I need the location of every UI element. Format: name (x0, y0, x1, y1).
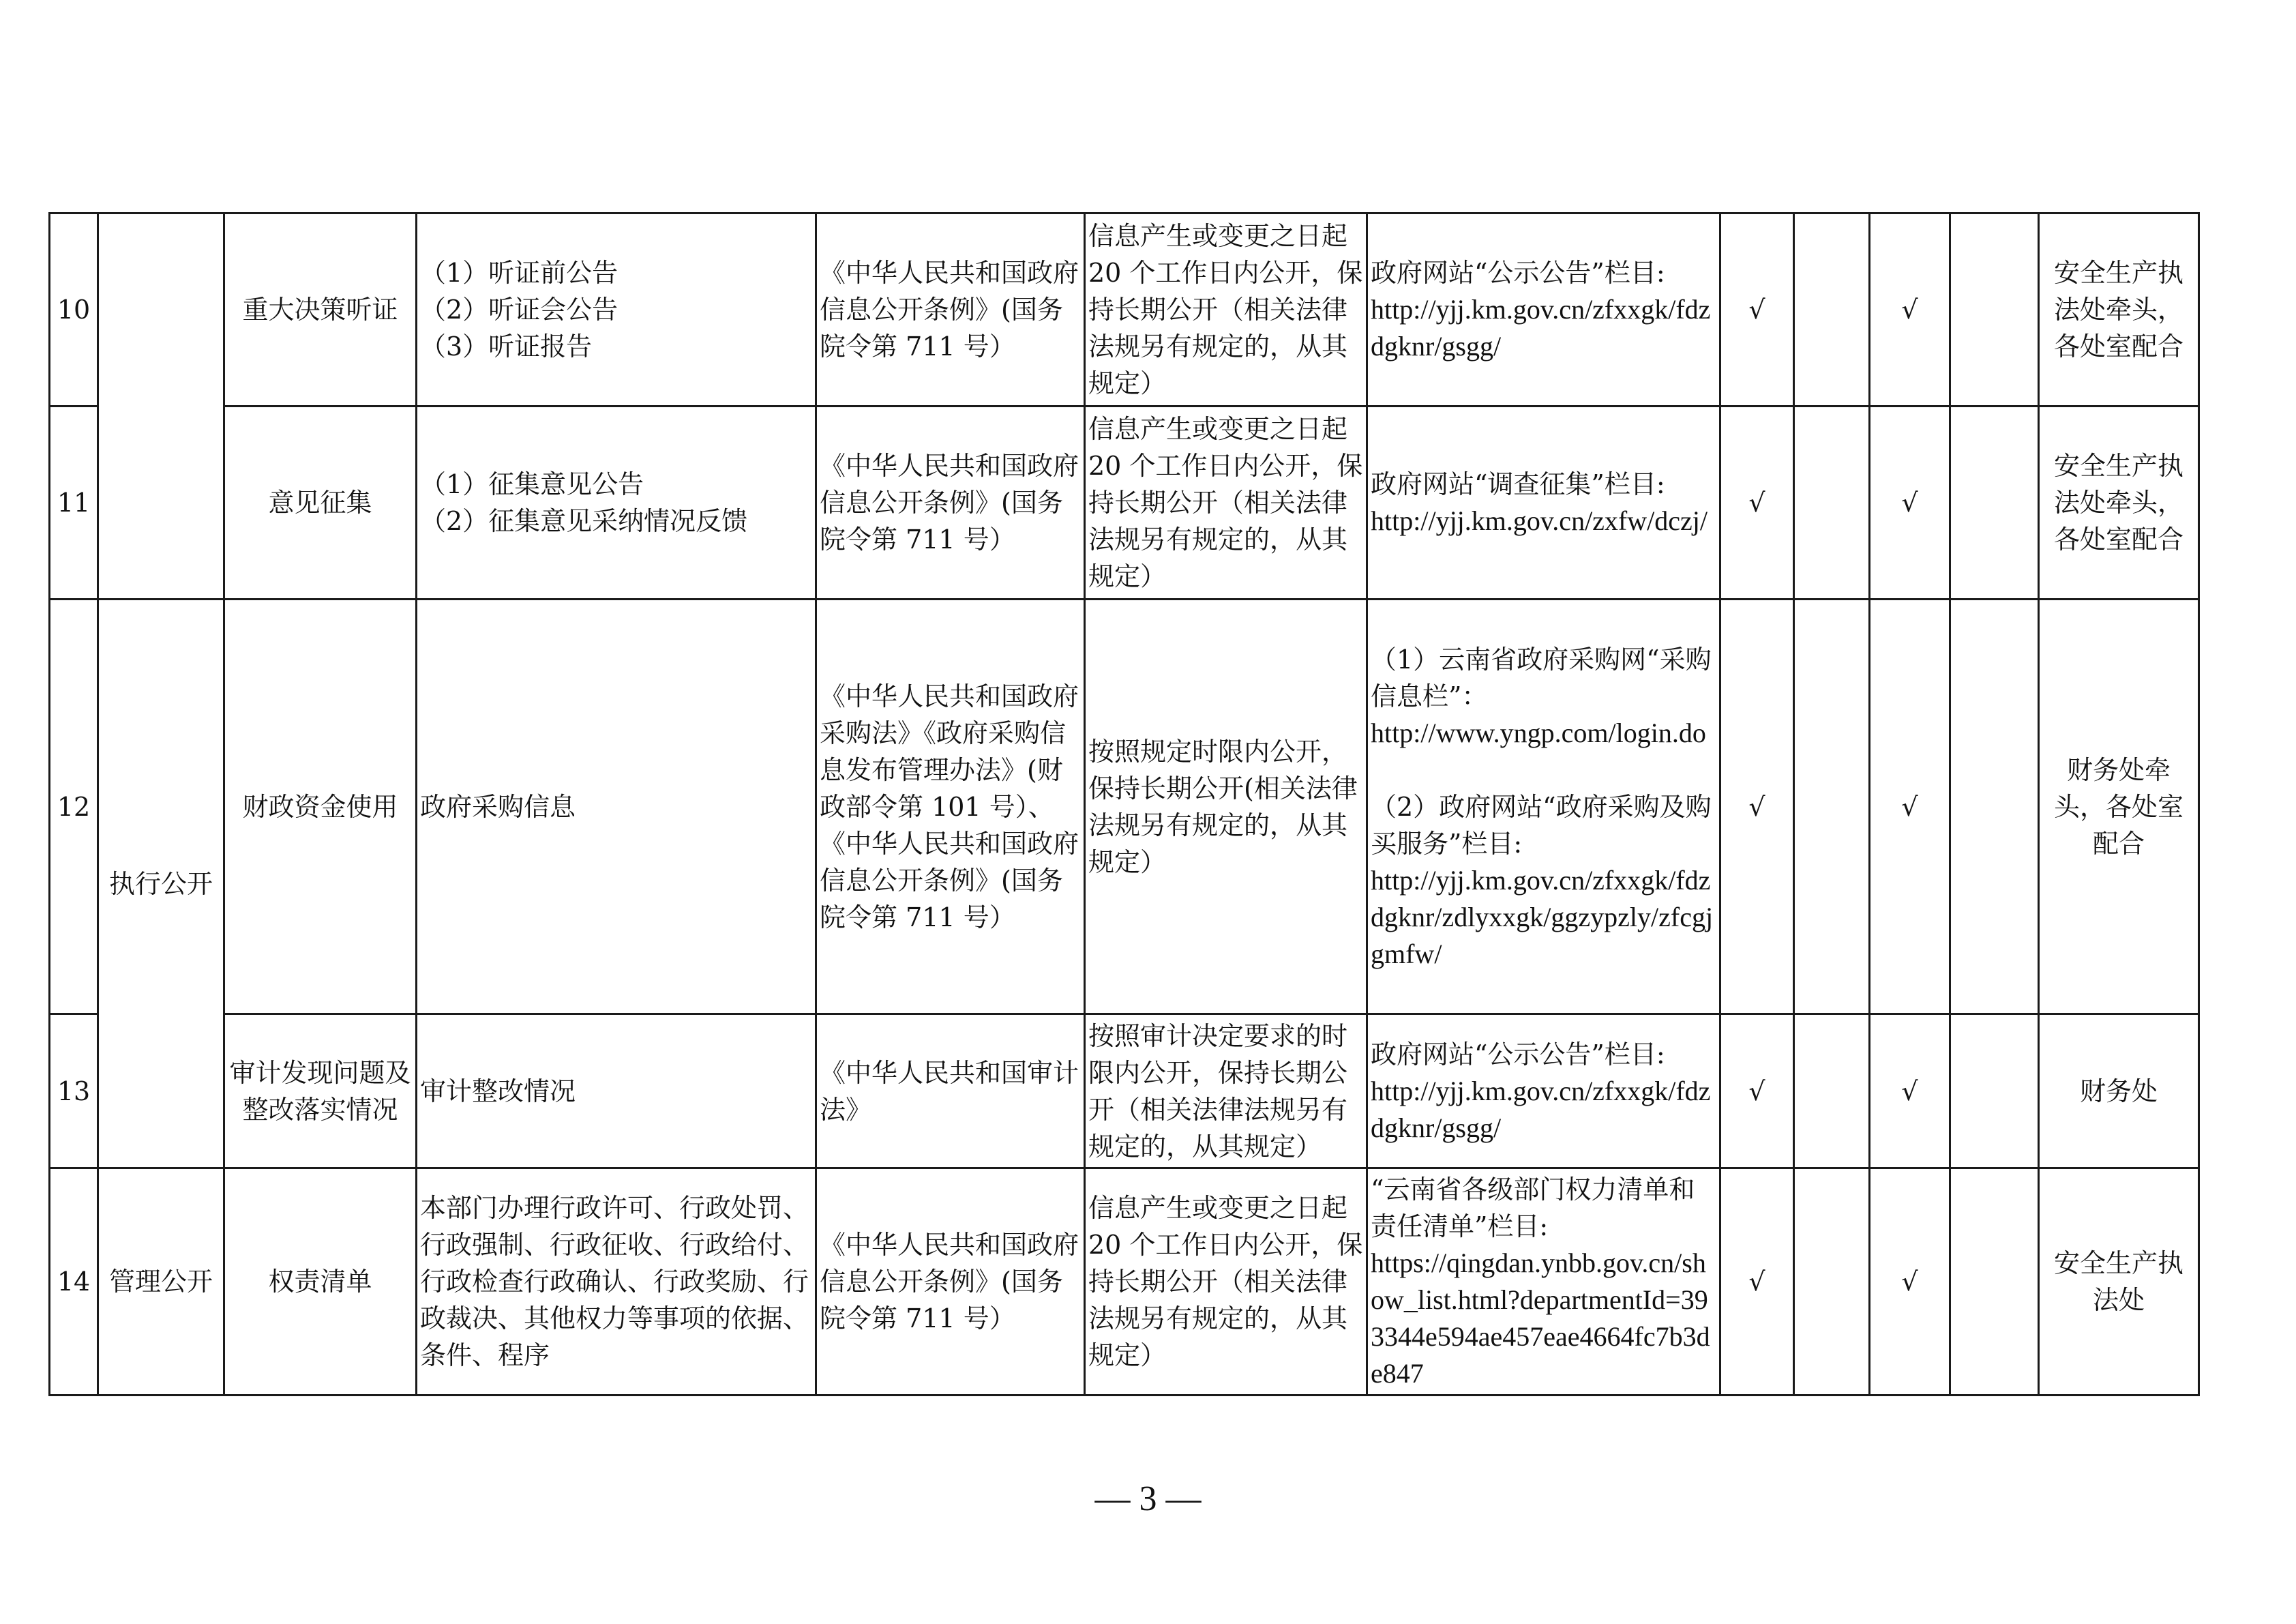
check-mark: √ (1720, 213, 1794, 407)
empty-cell (1950, 1168, 2039, 1396)
legal-basis-cell: 《中华人民共和国政府信息公开条例》(国务院令第 711 号） (816, 407, 1085, 600)
empty-cell (1950, 1014, 2039, 1168)
row-number: 11 (50, 407, 98, 600)
row-number: 13 (50, 1014, 98, 1168)
content-cell (417, 1168, 816, 1396)
table-row (50, 1014, 2199, 1168)
table-row (50, 213, 2199, 407)
channel-url: http://www.yngp.com/login.do (1371, 717, 1706, 748)
channel-label: “云南省各级部门权力清单和责任清单”栏目: (1371, 1175, 1695, 1241)
check-mark: √ (1870, 600, 1950, 1014)
content-line: （1）征集意见公告 (420, 469, 644, 499)
empty-cell (1794, 1014, 1870, 1168)
channel-url: http://yjj.km.gov.cn/zfxxgk/fdzdgknr/gsgg/ (1371, 294, 1711, 361)
channel-url: http://yjj.km.gov.cn/zfxxgk/fdzdgknr/gsgg/ (1371, 1075, 1711, 1143)
check-mark: √ (1720, 600, 1794, 1014)
check-mark: √ (1720, 1014, 1794, 1168)
channel-label: （2）政府网站“政府采购及购买服务”栏目: (1371, 791, 1712, 859)
channel-spacer (1371, 752, 1716, 788)
category-cell-empty (98, 213, 224, 600)
category-cell: 执行公开 (98, 600, 224, 1168)
department-cell: 财务处 (2039, 1014, 2199, 1168)
legal-basis-cell: 《中华人民共和国政府信息公开条例》(国务院令第 711 号） (816, 1168, 1085, 1396)
item-cell: 财政资金使用 (224, 600, 417, 1014)
empty-cell (1950, 407, 2039, 600)
category-cell: 管理公开 (98, 1168, 224, 1396)
department-cell: 安全生产执法处 (2039, 1168, 2199, 1396)
check-mark: √ (1870, 213, 1950, 407)
table-row (50, 1168, 2199, 1396)
timing-cell: 信息产生或变更之日起 20 个工作日内公开，保持长期公开（相关法律法规另有规定的，从其规定） (1085, 407, 1367, 600)
row-number: 10 (50, 213, 98, 407)
content-line: （2）征集意见采纳情况反馈 (420, 506, 748, 536)
content-cell (417, 407, 816, 600)
empty-cell (1950, 600, 2039, 1014)
channel-label: 政府网站“公示公告”栏目: (1371, 258, 1665, 288)
channel-url: http://yjj.km.gov.cn/zxfw/dczj/ (1371, 505, 1708, 536)
channel-label: （1）云南省政府采购网“采购信息栏”： (1371, 644, 1712, 711)
channel-url: https://qingdan.ynbb.gov.cn/show_list.html?departmentId=393344e594ae457eae4664fc7b3de847 (1371, 1247, 1710, 1389)
department-cell: 安全生产执法处牵头，各处室配合 (2039, 407, 2199, 600)
item-cell: 审计发现问题及整改落实情况 (224, 1014, 417, 1168)
row-number: 12 (50, 600, 98, 1014)
channel-url: http://yjj.km.gov.cn/zfxxgk/fdzdgknr/zdlyxxgk/ggzypzly/zfcgjgmfw/ (1371, 864, 1714, 969)
content-line: （2）听证会公告 (420, 295, 618, 325)
table-row (50, 407, 2199, 600)
row-number: 14 (50, 1168, 98, 1396)
legal-basis-cell: 《中华人民共和国政府采购法》《政府采购信息发布管理办法》(财政部令第 101 号）、《中华人民共和国政府信息公开条例》(国务院令第 711 号） (816, 600, 1085, 1014)
channel-label: 政府网站“调查征集”栏目: (1371, 469, 1665, 499)
item-cell: 权责清单 (224, 1168, 417, 1396)
check-mark: √ (1870, 1014, 1950, 1168)
content-line: （3）听证报告 (420, 331, 593, 361)
empty-cell (1794, 213, 1870, 407)
legal-basis-cell: 《中华人民共和国政府信息公开条例》(国务院令第 711 号） (816, 213, 1085, 407)
timing-cell: 信息产生或变更之日起 20 个工作日内公开，保持长期公开（相关法律法规另有规定的，从其规定） (1085, 1168, 1367, 1396)
content-cell (417, 600, 816, 1014)
channel-cell (1367, 1168, 1720, 1396)
empty-cell (1794, 600, 1870, 1014)
timing-cell: 按照规定时限内公开，保持长期公开(相关法律法规另有规定的，从其规定） (1085, 600, 1367, 1014)
table-row (50, 600, 2199, 1014)
item-cell: 意见征集 (224, 407, 417, 600)
timing-cell: 信息产生或变更之日起 20 个工作日内公开，保持长期公开（相关法律法规另有规定的，从其规定） (1085, 213, 1367, 407)
timing-cell: 按照审计决定要求的时限内公开，保持长期公开（相关法律法规另有规定的，从其规定） (1085, 1014, 1367, 1168)
check-mark: √ (1720, 1168, 1794, 1396)
content-cell (417, 213, 816, 407)
content-line: 审计整改情况 (420, 1076, 576, 1106)
department-cell: 财务处牵头，各处室配合 (2039, 600, 2199, 1014)
check-mark: √ (1870, 407, 1950, 600)
check-mark: √ (1870, 1168, 1950, 1396)
check-mark: √ (1720, 407, 1794, 600)
empty-cell (1950, 213, 2039, 407)
channel-cell (1367, 1014, 1720, 1168)
department-cell: 安全生产执法处牵头，各处室配合 (2039, 213, 2199, 407)
channel-cell (1367, 600, 1720, 1014)
legal-basis-cell: 《中华人民共和国审计法》 (816, 1014, 1085, 1168)
content-line: 本部门办理行政许可、行政处罚、行政强制、行政征收、行政给付、行政检查行政确认、行政奖励、行政裁决、其他权力等事项的依据、条件、程序 (420, 1193, 809, 1370)
channel-cell (1367, 407, 1720, 600)
empty-cell (1794, 407, 1870, 600)
page-number: — 3 — (1094, 1479, 1202, 1518)
content-line: 政府采购信息 (420, 791, 576, 822)
disclosure-table (48, 212, 2200, 1396)
item-cell: 重大决策听证 (224, 213, 417, 407)
channel-cell (1367, 213, 1720, 407)
content-cell (417, 1014, 816, 1168)
content-line: （1）听证前公告 (420, 258, 618, 288)
empty-cell (1794, 1168, 1870, 1396)
channel-label: 政府网站“公示公告”栏目: (1371, 1039, 1665, 1069)
